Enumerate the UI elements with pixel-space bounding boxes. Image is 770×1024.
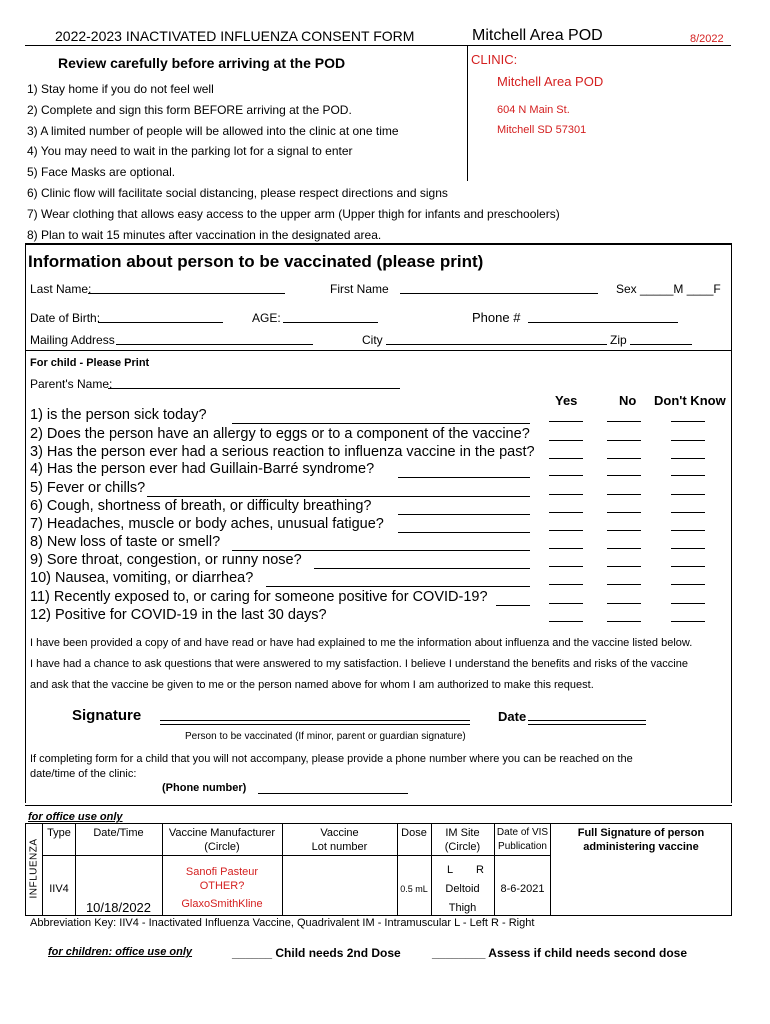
answer-dont-know[interactable]	[671, 494, 705, 495]
abbreviation-key: Abbreviation Key: IIV4 - Inactivated Influenza Vaccine, Quadrivalent IM - Intramuscular L - Left R - Right	[30, 917, 535, 929]
signature-field[interactable]	[160, 720, 470, 721]
left-border	[25, 243, 26, 803]
signature-caption: Person to be vaccinated (If minor, parent or guardian signature)	[185, 731, 466, 742]
children-office-heading: for children: office use only	[48, 946, 193, 958]
answer-yes[interactable]	[549, 421, 583, 422]
col-site: IM Site	[445, 827, 480, 839]
col-vis: Date of VIS	[496, 827, 549, 838]
date-field[interactable]	[528, 720, 646, 721]
type-value: IIV4	[49, 883, 69, 895]
site-left-option[interactable]: L	[447, 864, 454, 876]
question-leader-line	[266, 586, 530, 587]
clinic-box-border	[467, 45, 468, 181]
parent-field[interactable]	[108, 388, 400, 389]
instruction-item: 1) Stay home if you do not feel well	[27, 82, 214, 96]
vis-date-value: 8-6-2021	[500, 883, 545, 895]
instruction-item: 7) Wear clothing that allows easy access to the upper arm (Upper thigh for infants and preschoolers)	[27, 207, 560, 221]
child-heading: For child - Please Print	[30, 357, 150, 369]
dob-field[interactable]	[98, 322, 223, 323]
answer-dont-know[interactable]	[671, 548, 705, 549]
answer-no[interactable]	[607, 603, 641, 604]
question-text: 9) Sore throat, congestion, or runny nose?	[30, 552, 302, 568]
answer-dont-know[interactable]	[671, 440, 705, 441]
question-text: 2) Does the person have an allergy to eggs or to a component of the vaccine?	[30, 426, 530, 442]
clinic-label: CLINIC:	[471, 52, 518, 67]
date-label: Date	[498, 709, 527, 724]
last-name-field[interactable]	[88, 293, 285, 294]
col-site-sub: (Circle)	[444, 841, 481, 853]
signature-label: Signature	[72, 707, 142, 724]
child-rule	[25, 350, 732, 351]
question-text: 7) Headaches, muscle or body aches, unusual fatigue?	[30, 516, 384, 532]
answer-dont-know[interactable]	[671, 512, 705, 513]
right-border	[731, 243, 732, 803]
answer-no[interactable]	[607, 621, 641, 622]
manufacturer-option[interactable]: Sanofi Pasteur	[185, 866, 259, 878]
consent-text: I have been provided a copy of and have read or have had explained to me the information about influenza and the vaccine listed below.	[30, 637, 693, 649]
question-text: 5) Fever or chills?	[30, 480, 146, 496]
answer-no[interactable]	[607, 494, 641, 495]
answer-no[interactable]	[607, 458, 641, 459]
first-name-label: First Name	[330, 282, 389, 296]
date-value: 10/18/2022	[85, 900, 152, 915]
question-text: 10) Nausea, vomiting, or diarrhea?	[30, 570, 254, 586]
col-type: Type	[47, 827, 71, 839]
col-manufacturer: Vaccine Manufacturer	[168, 827, 276, 839]
site-deltoid-option[interactable]: Deltoid	[445, 883, 480, 895]
second-dose-field[interactable]: ______ Child needs 2nd Dose	[232, 946, 401, 960]
clinic-city: Mitchell SD 57301	[497, 124, 587, 136]
question-leader-line	[398, 477, 530, 478]
dob-label: Date of Birth:	[30, 311, 101, 325]
assess-second-dose-field[interactable]: ________ Assess if child needs second dose	[432, 946, 688, 960]
answer-no[interactable]	[607, 421, 641, 422]
question-leader-line	[314, 568, 530, 569]
manufacturer-option[interactable]: GlaxoSmithKline	[181, 898, 263, 910]
dose-value: 0.5 mL	[400, 884, 428, 894]
mailing-field[interactable]	[116, 344, 313, 345]
child-phone-note: If completing form for a child that you will not accompany, please provide a phone number where you can be reached on the	[30, 753, 633, 765]
office-heading: for office use only	[28, 811, 123, 823]
pod-name: Mitchell Area POD	[472, 27, 603, 44]
phone-field[interactable]	[528, 322, 678, 323]
consent-text: and ask that the vaccine be given to me or the person named above for whom I am authorized to make this request.	[30, 679, 594, 691]
phone-number-field[interactable]	[258, 793, 408, 794]
phone-label: Phone #	[472, 310, 521, 325]
question-text: 11) Recently exposed to, or caring for someone positive for COVID-19?	[30, 589, 488, 605]
answer-yes[interactable]	[549, 566, 583, 567]
question-text: 12) Positive for COVID-19 in the last 30 days?	[30, 607, 327, 623]
clinic-name: Mitchell Area POD	[497, 74, 604, 89]
consent-text: I have had a chance to ask questions that were answered to my satisfaction. I believe I understand the benefits and risks of the vaccine	[30, 658, 688, 670]
site-right-option[interactable]: R	[476, 864, 484, 876]
parent-label: Parent's Name:	[30, 377, 113, 391]
phone-number-label: (Phone number)	[162, 782, 247, 794]
col-lot: Lot number	[311, 841, 368, 853]
col-manufacturer-sub: (Circle)	[204, 841, 240, 853]
clinic-street: 604 N Main St.	[497, 104, 570, 116]
site-thigh-option[interactable]: Thigh	[448, 902, 477, 914]
answer-no[interactable]	[607, 584, 641, 585]
section-rule	[25, 243, 732, 245]
answer-yes[interactable]	[549, 530, 583, 531]
question-text: 4) Has the person ever had Guillain-Barré syndrome?	[30, 461, 375, 477]
answer-yes[interactable]	[549, 458, 583, 459]
question-text: 3) Has the person ever had a serious reaction to influenza vaccine in the past?	[30, 444, 535, 460]
instruction-item: 2) Complete and sign this form BEFORE arriving at the POD.	[27, 103, 352, 117]
answer-no[interactable]	[607, 530, 641, 531]
col-signature-sub: administering vaccine	[583, 841, 699, 853]
answer-yes[interactable]	[549, 603, 583, 604]
instruction-item: 3) A limited number of people will be allowed into the clinic at one time	[27, 124, 399, 138]
answer-yes[interactable]	[549, 512, 583, 513]
col-dose: Dose	[401, 827, 427, 839]
city-field[interactable]	[386, 344, 607, 345]
age-label: AGE:	[252, 311, 281, 325]
instructions-heading: Review carefully before arriving at the POD	[58, 55, 346, 71]
header-rule	[25, 45, 731, 46]
answer-yes[interactable]	[549, 475, 583, 476]
form-date: 8/2022	[690, 33, 724, 45]
instruction-item: 8) Plan to wait 15 minutes after vaccination in the designated area.	[27, 228, 382, 242]
answer-no[interactable]	[607, 475, 641, 476]
answer-dont-know[interactable]	[671, 621, 705, 622]
col-dont-know: Don't Know	[654, 393, 726, 408]
date-field-underline	[528, 724, 646, 725]
age-field[interactable]	[283, 322, 378, 323]
zip-label: Zip	[610, 333, 627, 347]
answer-no[interactable]	[607, 566, 641, 567]
col-no: No	[619, 393, 637, 408]
question-text: 1) is the person sick today?	[30, 407, 207, 423]
answer-dont-know[interactable]	[671, 475, 705, 476]
question-leader-line	[496, 605, 530, 606]
child-phone-note: date/time of the clinic:	[30, 768, 137, 780]
instruction-item: 4) You may need to wait in the parking lot for a signal to enter	[27, 144, 353, 158]
answer-yes[interactable]	[549, 584, 583, 585]
office-side-label-box	[25, 823, 42, 916]
question-text: 6) Cough, shortness of breath, or difficulty breathing?	[30, 498, 372, 514]
answer-dont-know[interactable]	[671, 566, 705, 567]
answer-yes[interactable]	[549, 548, 583, 549]
col-vaccine: Vaccine	[320, 827, 359, 839]
answer-dont-know[interactable]	[671, 421, 705, 422]
office-side-label: INFLUENZA	[28, 838, 40, 899]
answer-dont-know[interactable]	[671, 530, 705, 531]
signature-field-underline	[160, 724, 470, 725]
zip-field[interactable]	[630, 344, 692, 345]
question-leader-line	[398, 514, 530, 515]
instruction-item: 5) Face Masks are optional.	[27, 165, 176, 179]
instruction-item: 6) Clinic flow will facilitate social distancing, please respect directions and signs	[27, 186, 448, 200]
answer-no[interactable]	[607, 548, 641, 549]
person-heading: Information about person to be vaccinated (please print)	[28, 252, 484, 271]
col-yes: Yes	[555, 393, 578, 408]
question-leader-line	[232, 550, 530, 551]
answer-yes[interactable]	[549, 621, 583, 622]
question-text: 8) New loss of taste or smell?	[30, 534, 221, 550]
question-leader-line	[398, 532, 530, 533]
first-name-field[interactable]	[400, 293, 598, 294]
col-signature: Full Signature of person	[577, 827, 705, 839]
col-datetime: Date/Time	[93, 827, 144, 839]
answer-dont-know[interactable]	[671, 603, 705, 604]
answer-dont-know[interactable]	[671, 584, 705, 585]
question-leader-line	[232, 423, 530, 424]
last-name-label: Last Name:	[30, 282, 92, 296]
answer-dont-know[interactable]	[671, 458, 705, 459]
office-rule	[25, 805, 732, 806]
form-title: 2022-2023 INACTIVATED INFLUENZA CONSENT FORM	[55, 28, 415, 44]
question-leader-line	[147, 496, 530, 497]
answer-no[interactable]	[607, 512, 641, 513]
city-label: City	[362, 333, 383, 347]
col-vis-sub: Publication	[498, 841, 547, 852]
mailing-label: Mailing Address	[30, 333, 115, 347]
answer-yes[interactable]	[549, 494, 583, 495]
answer-yes[interactable]	[549, 440, 583, 441]
manufacturer-option[interactable]: OTHER?	[199, 880, 245, 892]
answer-no[interactable]	[607, 440, 641, 441]
sex-field[interactable]: Sex _____M ____F	[616, 282, 721, 296]
